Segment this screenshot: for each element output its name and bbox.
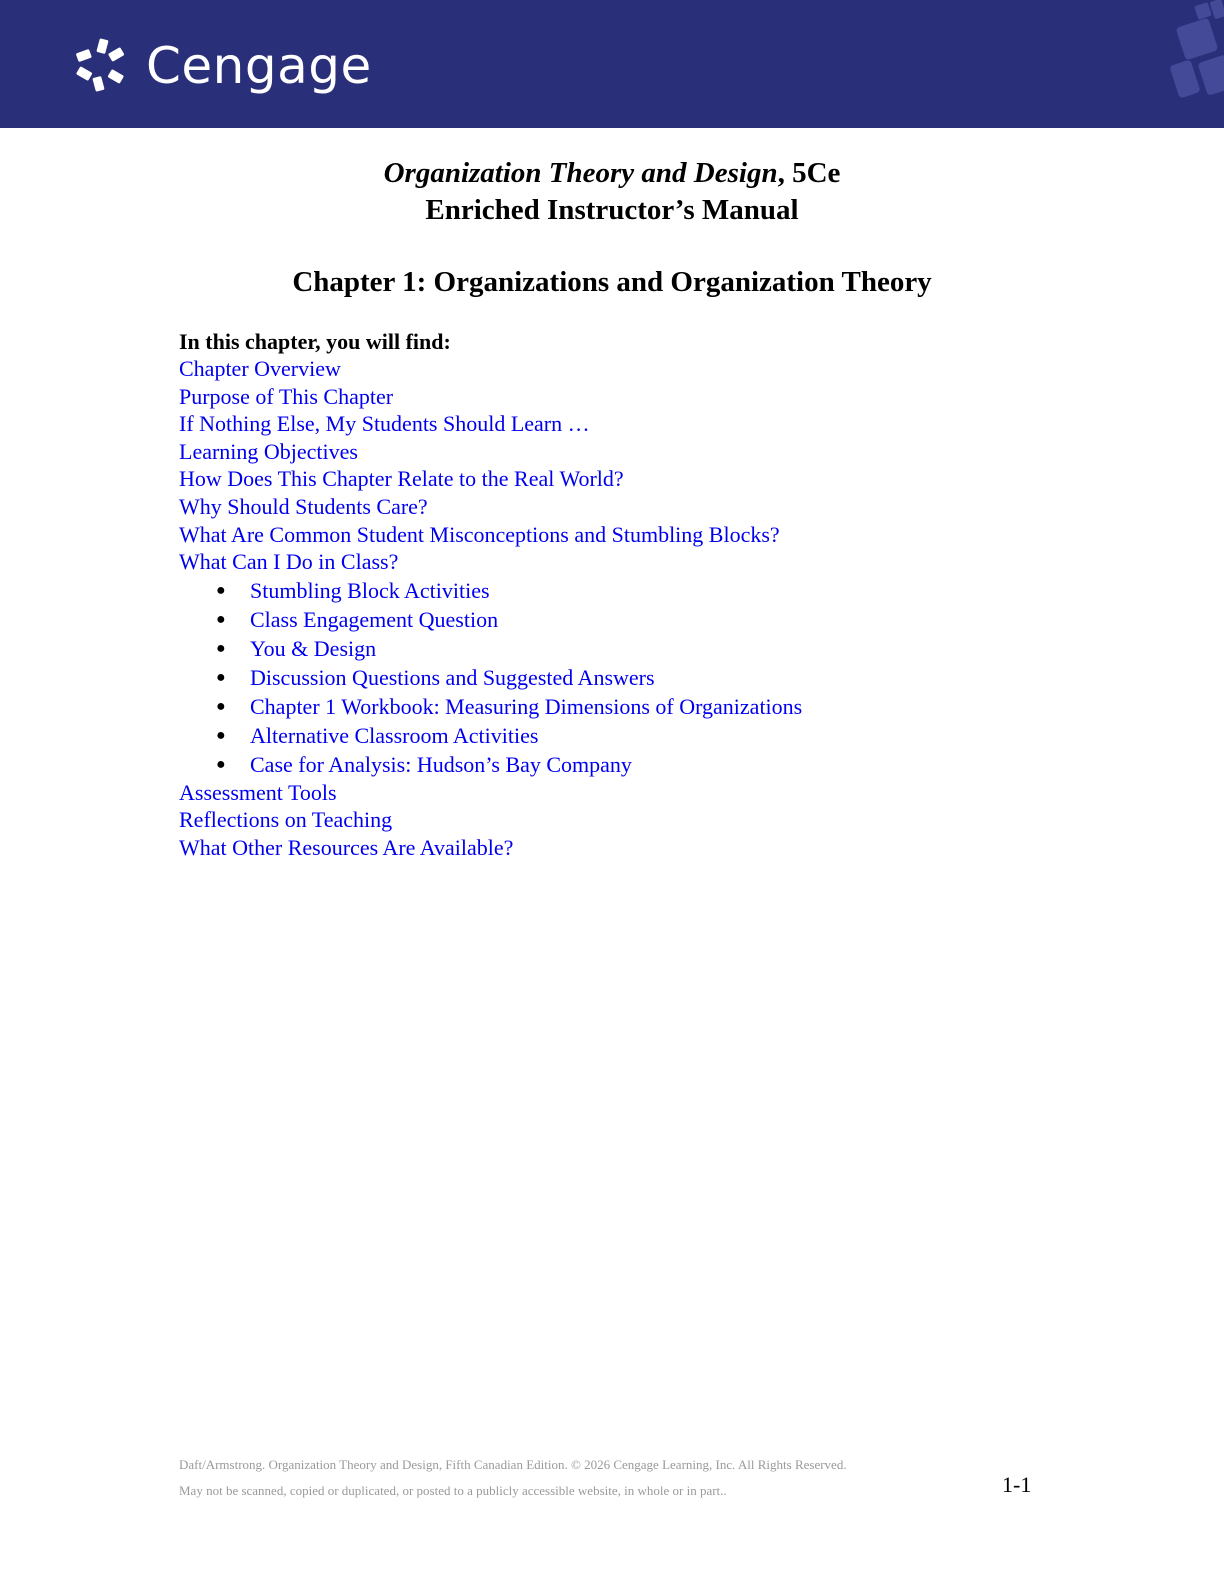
cengage-logo-mark-icon: [72, 35, 134, 97]
toc-sub-item[interactable]: [179, 605, 1079, 634]
manual-title: Enriched Instructor’s Manual: [425, 194, 799, 226]
toc-link-misconceptions[interactable]: What Are Common Student Misconceptions and Stumbling Blocks?: [179, 521, 780, 547]
toc-link-other-resources[interactable]: What Other Resources Are Available?: [179, 834, 514, 860]
toc-sub-label: Discussion Questions and Suggested Answers: [250, 664, 655, 690]
footer-line-1: Daft/Armstrong. Organization Theory and Design, Fifth Canadian Edition. © 2026 Cengage Learning, Inc. All Rights Reserved.: [179, 1457, 847, 1472]
toc-sub-label: Stumbling Block Activities: [250, 577, 490, 603]
toc-sub-label: Case for Analysis: Hudson’s Bay Company: [250, 751, 632, 777]
toc-sub-label: Class Engagement Question: [250, 606, 499, 632]
toc-link-in-class[interactable]: What Can I Do in Class?: [179, 549, 399, 575]
bullet-icon: ●: [216, 610, 226, 628]
toc-link-purpose[interactable]: Purpose of This Chapter: [179, 383, 394, 409]
brand-name: Cengage: [146, 37, 372, 95]
book-title: [0, 155, 1224, 191]
toc-link-if-nothing-else[interactable]: If Nothing Else, My Students Should Learn …: [179, 411, 590, 437]
book-title-italic: Organization Theory and Design: [383, 157, 778, 189]
footer-copyright: [179, 1452, 1039, 1504]
toc-sub-list: [179, 576, 1079, 779]
toc-links-after: [179, 779, 1079, 862]
header-banner: [0, 0, 1224, 128]
bullet-icon: ●: [216, 697, 226, 715]
book-edition: , 5Ce: [777, 157, 841, 189]
toc-sub-item[interactable]: [179, 634, 1079, 663]
toc-sub-item[interactable]: [179, 721, 1079, 750]
toc-link-why-care[interactable]: Why Should Students Care?: [179, 493, 428, 519]
bullet-icon: ●: [216, 639, 226, 657]
bullet-icon: ●: [216, 581, 226, 599]
toc-sub-label: You & Design: [250, 635, 377, 661]
toc-sub-item[interactable]: [179, 692, 1079, 721]
toc-link-learning-objectives[interactable]: Learning Objectives: [179, 438, 358, 464]
toc-link-assessment-tools[interactable]: Assessment Tools: [179, 779, 337, 805]
toc-sub-item[interactable]: [179, 750, 1079, 779]
chapter-title: Chapter 1: Organizations and Organization Theory: [292, 266, 932, 298]
toc-links-before: [179, 355, 1079, 576]
bullet-icon: ●: [216, 726, 226, 744]
table-of-contents: [179, 328, 1079, 862]
toc-sub-item[interactable]: [179, 576, 1079, 605]
cengage-logo: [72, 34, 372, 98]
toc-heading: In this chapter, you will find:: [179, 329, 451, 354]
toc-sub-item[interactable]: [179, 663, 1079, 692]
page-number: 1-1: [1002, 1472, 1032, 1497]
decorative-blocks-icon: [1134, 0, 1224, 128]
toc-link-chapter-overview[interactable]: Chapter Overview: [179, 356, 341, 381]
toc-sub-label: Alternative Classroom Activities: [250, 722, 539, 748]
toc-link-reflections[interactable]: Reflections on Teaching: [179, 807, 393, 833]
toc-link-real-world[interactable]: How Does This Chapter Relate to the Real World?: [179, 466, 624, 492]
bullet-icon: ●: [216, 755, 226, 773]
footer-line-2: May not be scanned, copied or duplicated, or posted to a publicly accessible website, in whole or in part..: [179, 1483, 727, 1498]
bullet-icon: ●: [216, 668, 226, 686]
toc-sub-label: Chapter 1 Workbook: Measuring Dimensions of Organizations: [250, 693, 803, 719]
